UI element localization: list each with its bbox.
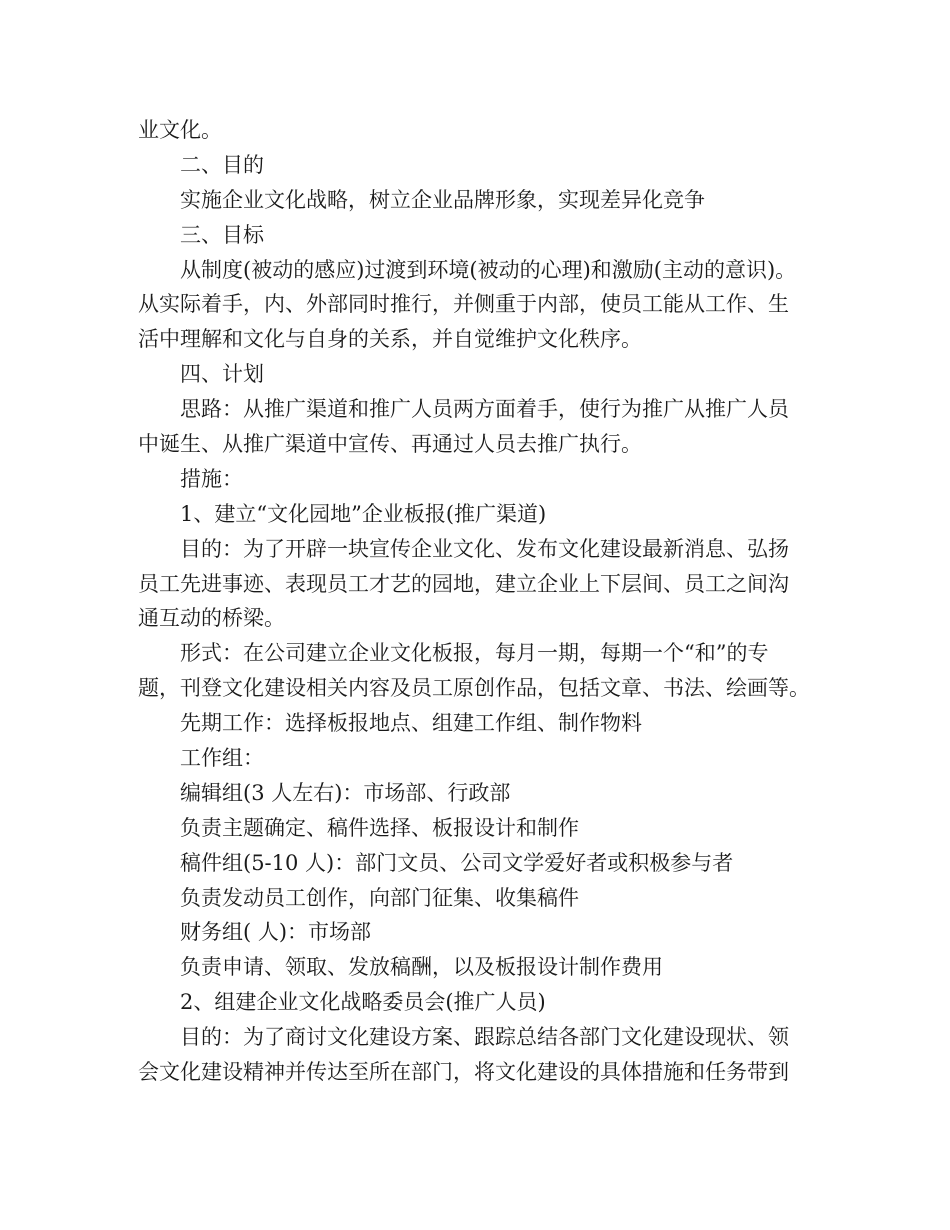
text-line: 员工先进事迹、表现员工才艺的园地，建立企业上下层间、员工之间沟 xyxy=(138,571,789,596)
text-line: 先期工作：选择板报地点、组建工作组、制作物料 xyxy=(180,711,642,736)
text-line: 1、建立“文化园地”企业板报(推广渠道) xyxy=(180,501,547,526)
text-line: 财务组( 人)：市场部 xyxy=(180,920,372,945)
text-line: 稿件组(5-10 人)：部门文员、公司文学爱好者或积极参与者 xyxy=(180,850,734,875)
text-line: 编辑组(3 人左右)：市场部、行政部 xyxy=(180,780,511,805)
text-line: 活中理解和文化与自身的关系，并自觉维护文化秩序。 xyxy=(138,327,642,352)
text-line: 业文化。 xyxy=(138,118,222,142)
text-line: 负责主题确定、稿件选择、板报设计和制作 xyxy=(180,815,579,840)
text-line: 三、目标 xyxy=(180,222,264,247)
text-line: 目的：为了商讨文化建设方案、跟踪总结各部门文化建设现状、领 xyxy=(180,1025,789,1050)
text-line: 2、组建企业文化战略委员会(推广人员) xyxy=(180,990,546,1015)
text-line: 负责申请、领取、发放稿酬，以及板报设计制作费用 xyxy=(180,955,663,980)
text-line: 工作组： xyxy=(180,746,264,771)
text-line: 从制度(被动的感应)过渡到环境(被动的心理)和激励(主动的意识)。 xyxy=(180,257,797,282)
text-line: 会文化建设精神并传达至所在部门，将文化建设的具体措施和任务带到 xyxy=(138,1060,789,1085)
text-line: 通互动的桥梁。 xyxy=(138,606,285,631)
text-line: 题，刊登文化建设相关内容及员工原创作品，包括文章、书法、绘画等。 xyxy=(138,676,810,701)
text-line: 负责发动员工创作，向部门征集、收集稿件 xyxy=(180,885,579,910)
text-line: 中诞生、从推广渠道中宣传、再通过人员去推广执行。 xyxy=(138,432,642,457)
text-line: 措施： xyxy=(180,466,243,491)
text-line: 思路：从推广渠道和推广人员两方面着手，使行为推广从推广人员 xyxy=(180,397,789,422)
document-body xyxy=(138,113,818,1090)
text-line: 从实际着手，内、外部同时推行，并侧重于内部，使员工能从工作、生 xyxy=(138,292,789,317)
text-line: 实施企业文化战略，树立企业品牌形象，实现差异化竞争 xyxy=(180,187,705,212)
text-line: 四、计划 xyxy=(180,362,264,387)
text-line: 二、目的 xyxy=(180,152,264,177)
text-line: 目的：为了开辟一块宣传企业文化、发布文化建设最新消息、弘扬 xyxy=(180,536,789,561)
text-line: 形式：在公司建立企业文化板报，每月一期，每期一个“和”的专 xyxy=(180,641,769,666)
